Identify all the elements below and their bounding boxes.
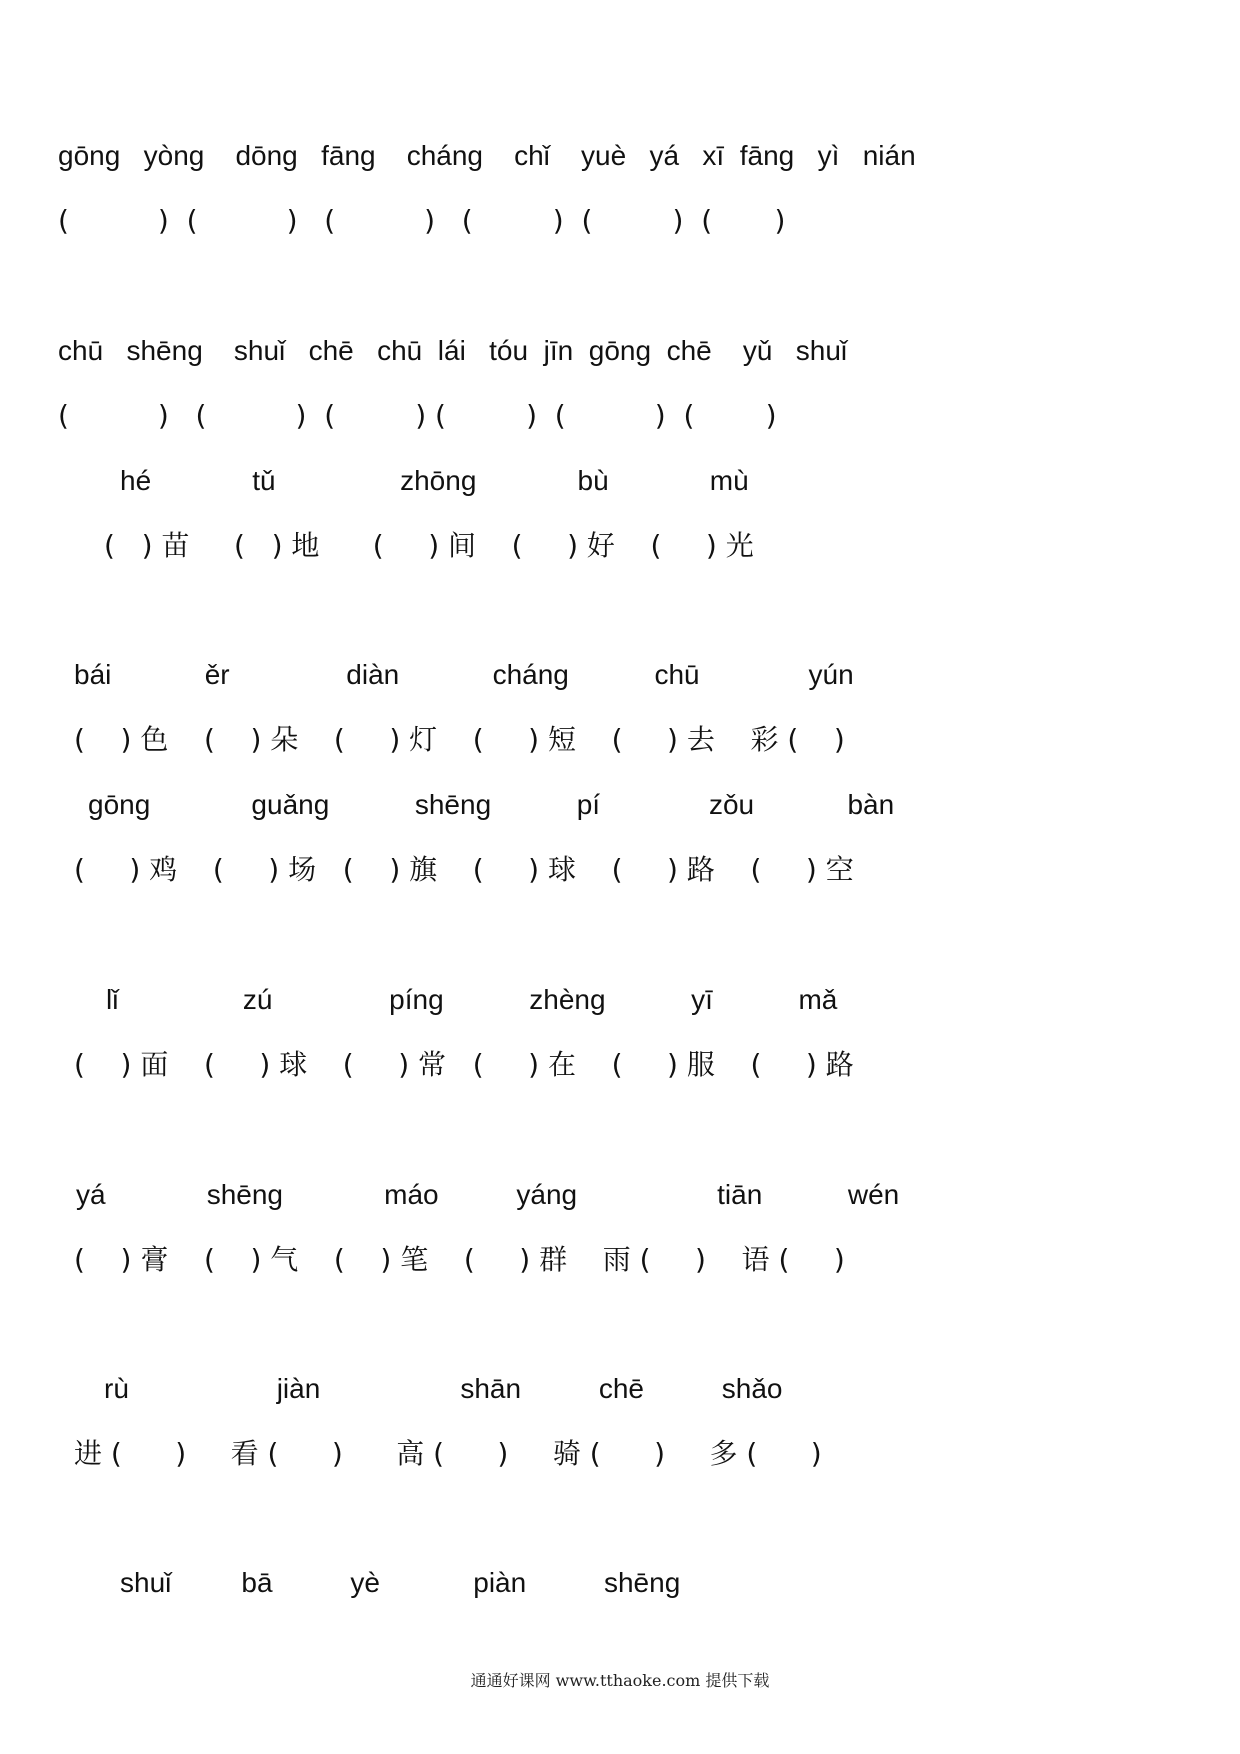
pinyin-row-9: shuǐ bā yè piàn shēng [120, 1567, 681, 1598]
pinyin-row-1: gōng yòng dōng fāng cháng chǐ yuè yá xī fāng yì nián [58, 140, 916, 171]
pinyin-row-5: gōng guǎng shēng pí zǒu bàn [88, 789, 895, 820]
fill-in-row-5: ( ) 鸡 ( ) 场 ( ) 旗 ( ) 球 ( ) 路 ( ) 空 [74, 853, 854, 886]
fill-in-row-3: ( ) 苗 ( ) 地 ( ) 间 ( ) 好 ( ) 光 [104, 529, 754, 562]
pinyin-row-2: chū shēng shuǐ chē chū lái tóu jīn gōng chē yǔ shuǐ [58, 335, 848, 366]
fill-in-row-6: ( ) 面 ( ) 球 ( ) 常 ( ) 在 ( ) 服 ( ) 路 [74, 1048, 854, 1081]
answer-blanks-row-1: ( ) ( ) ( ) ( ) ( ) ( ) [58, 204, 786, 237]
footer-credit: 通通好课网 www.tthaoke.com 提供下载 [470, 1671, 770, 1690]
answer-blanks-row-2: ( ) ( ) ( ) ( ) ( ) ( ) [58, 399, 777, 432]
pinyin-row-3: hé tǔ zhōng bù mù [120, 465, 749, 496]
fill-in-row-7: ( ) 膏 ( ) 气 ( ) 笔 ( ) 群 雨 ( ) 语 ( ) [74, 1243, 845, 1276]
pinyin-row-7: yá shēng máo yáng tiān wén [76, 1179, 900, 1210]
pinyin-row-6: lǐ zú píng zhèng yī mǎ [106, 984, 838, 1015]
fill-in-row-4: ( ) 色 ( ) 朵 ( ) 灯 ( ) 短 ( ) 去 彩 ( ) [74, 723, 845, 756]
pinyin-row-8: rù jiàn shān chē shǎo [104, 1373, 783, 1404]
pinyin-row-4: bái ěr diàn cháng chū yún [74, 659, 854, 690]
fill-in-row-8: 进 ( ) 看 ( ) 高 ( ) 骑 ( ) 多 ( ) [74, 1437, 822, 1470]
